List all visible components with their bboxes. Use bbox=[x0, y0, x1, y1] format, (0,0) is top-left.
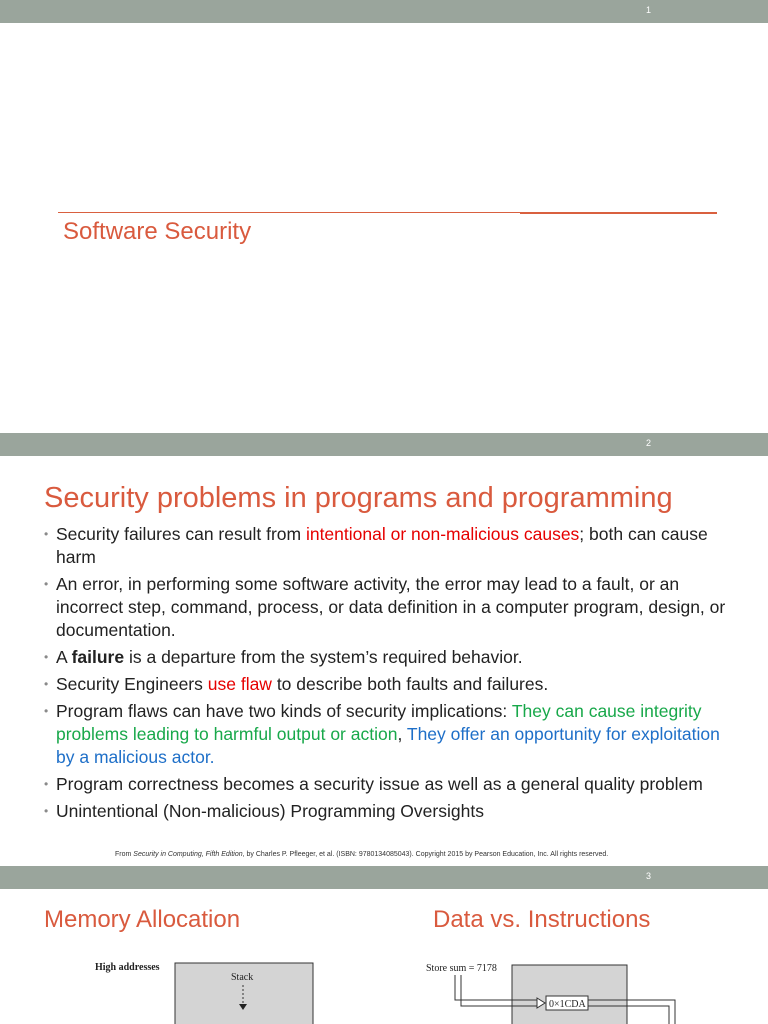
bullet-text-segment: An error, in performing some software activity, the error may lead to a fault, or an incorrect step, command, process, or data definition in a computer program, design, or documentation. bbox=[56, 574, 726, 640]
bullet-item bbox=[44, 646, 734, 669]
citation-prefix: From bbox=[115, 851, 134, 858]
data-instructions-diagram bbox=[425, 960, 695, 1024]
high-addresses-label: High addresses bbox=[95, 962, 160, 973]
bullet-item bbox=[44, 800, 734, 823]
bullet-item bbox=[44, 773, 734, 796]
slide-2-header-bar bbox=[0, 433, 768, 456]
bullet-text-segment: ; both can cause harm bbox=[56, 524, 708, 567]
bullet-text-segment: Unintentional (Non-malicious) Programming Oversights bbox=[56, 801, 484, 821]
bullet-text-segment: , bbox=[397, 724, 407, 744]
bullet-text-segment: Program correctness becomes a security issue as well as a general quality problem bbox=[56, 774, 703, 794]
slide-1-header-bar bbox=[0, 0, 768, 23]
bullet-item bbox=[44, 573, 734, 642]
bullet-text-segment: Program flaws can have two kinds of security implications: bbox=[56, 701, 512, 721]
bullet-item bbox=[44, 523, 734, 569]
slide-1-number: 1 bbox=[645, 5, 651, 15]
memory-diagram bbox=[95, 960, 325, 1024]
stack-label: Stack bbox=[231, 972, 254, 983]
slide-1-title: Software Security bbox=[63, 218, 252, 245]
bullet-text-segment: failure bbox=[71, 647, 125, 667]
bullet-text-segment: is a departure from the system’s required behavior. bbox=[124, 647, 523, 667]
bullet-item bbox=[44, 700, 734, 769]
slide-2-number: 2 bbox=[645, 438, 651, 448]
memory-allocation-title: Memory Allocation bbox=[44, 906, 241, 933]
address-label: 0×1CDA bbox=[549, 999, 586, 1010]
bullet-text-segment: They can cause integrity problems leading to harmful output or action bbox=[56, 701, 702, 744]
bullet-text-segment: Security failures can result from bbox=[56, 524, 306, 544]
memory-block bbox=[512, 965, 627, 1024]
bullet-item bbox=[44, 673, 734, 696]
bullet-text-segment: A bbox=[56, 647, 72, 667]
bullet-text-segment: Security Engineers bbox=[56, 674, 208, 694]
slide-3-header-bar bbox=[0, 866, 768, 889]
citation-suffix: , by Charles P. Pfleeger, et al. (ISBN: 9780134085043). Copyright 2015 by Pearson Education, Inc. All rights reserved. bbox=[242, 851, 609, 858]
slide-3-number: 3 bbox=[645, 871, 651, 881]
citation-book-title: Security in Computing, Fifth Edition bbox=[133, 851, 243, 858]
bullet-text-segment: to describe both faults and failures. bbox=[271, 674, 549, 694]
data-vs-instructions-title: Data vs. Instructions bbox=[433, 906, 651, 933]
bullet-list bbox=[44, 523, 734, 827]
bullet-text-segment: They offer an opportunity for exploitation by a malicious actor. bbox=[56, 724, 720, 767]
bullet-text-segment: intentional or non-malicious causes bbox=[305, 524, 580, 544]
slide-2-title: Security problems in programs and programming bbox=[44, 482, 673, 514]
title-divider-accent bbox=[520, 213, 717, 214]
store-sum-label: Store sum = 7178 bbox=[426, 963, 497, 974]
bullet-text-segment: use flaw bbox=[207, 674, 272, 694]
citation bbox=[115, 851, 735, 858]
